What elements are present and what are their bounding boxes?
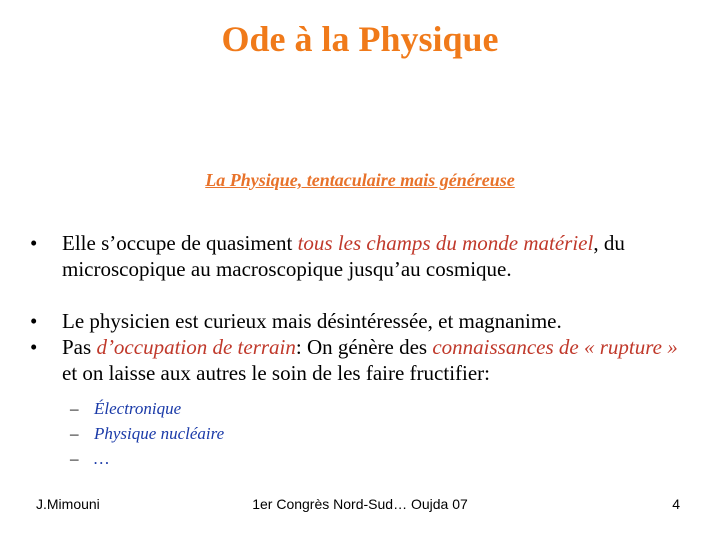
sub-dash: – — [70, 399, 79, 418]
sub-text: … — [94, 449, 110, 468]
bullet-list — [30, 230, 690, 471]
bullet-marker: • — [30, 231, 38, 255]
bullet-emphasis: tous les champs du monde matériel — [297, 231, 594, 255]
bullet-text: et on laisse aux autres le soin de les faire fructifier: — [62, 361, 490, 385]
bullet-text: Pas — [62, 335, 97, 359]
footer-author: J.Mimouni — [36, 496, 100, 512]
sub-item-2 — [70, 421, 690, 446]
sub-text: Électronique — [94, 399, 182, 418]
sub-text: Physique nucléaire — [94, 424, 225, 443]
bullet-emphasis: d’occupation de terrain — [96, 335, 296, 359]
footer-event: 1er Congrès Nord-Sud… Oujda 07 — [252, 496, 468, 512]
bullet-item-3 — [30, 334, 690, 386]
bullet-marker: • — [30, 335, 38, 359]
slide-subtitle: La Physique, tentaculaire mais généreuse — [205, 170, 515, 190]
bullet-text: : On génère des — [295, 335, 433, 359]
slide-title: Ode à la Physique — [221, 19, 499, 59]
bullet-text: Le physicien est curieux mais désintéressée, et magnanime. — [62, 309, 562, 333]
bullet-emphasis: connaissances de « rupture » — [432, 335, 678, 359]
sub-item-3 — [70, 446, 690, 471]
bullet-item-1 — [30, 230, 690, 282]
bullet-text: Elle s’occupe de quasiment — [62, 231, 298, 255]
footer-page-number: 4 — [672, 496, 680, 512]
bullet-marker: • — [30, 309, 38, 333]
bullet-text: , du microscopique au macroscopique jusqu’au cosmique. — [62, 231, 625, 281]
sub-dash: – — [70, 449, 79, 468]
sub-item-1 — [70, 396, 690, 421]
sub-list — [70, 396, 690, 471]
bullet-item-2 — [30, 308, 690, 334]
sub-dash: – — [70, 424, 79, 443]
